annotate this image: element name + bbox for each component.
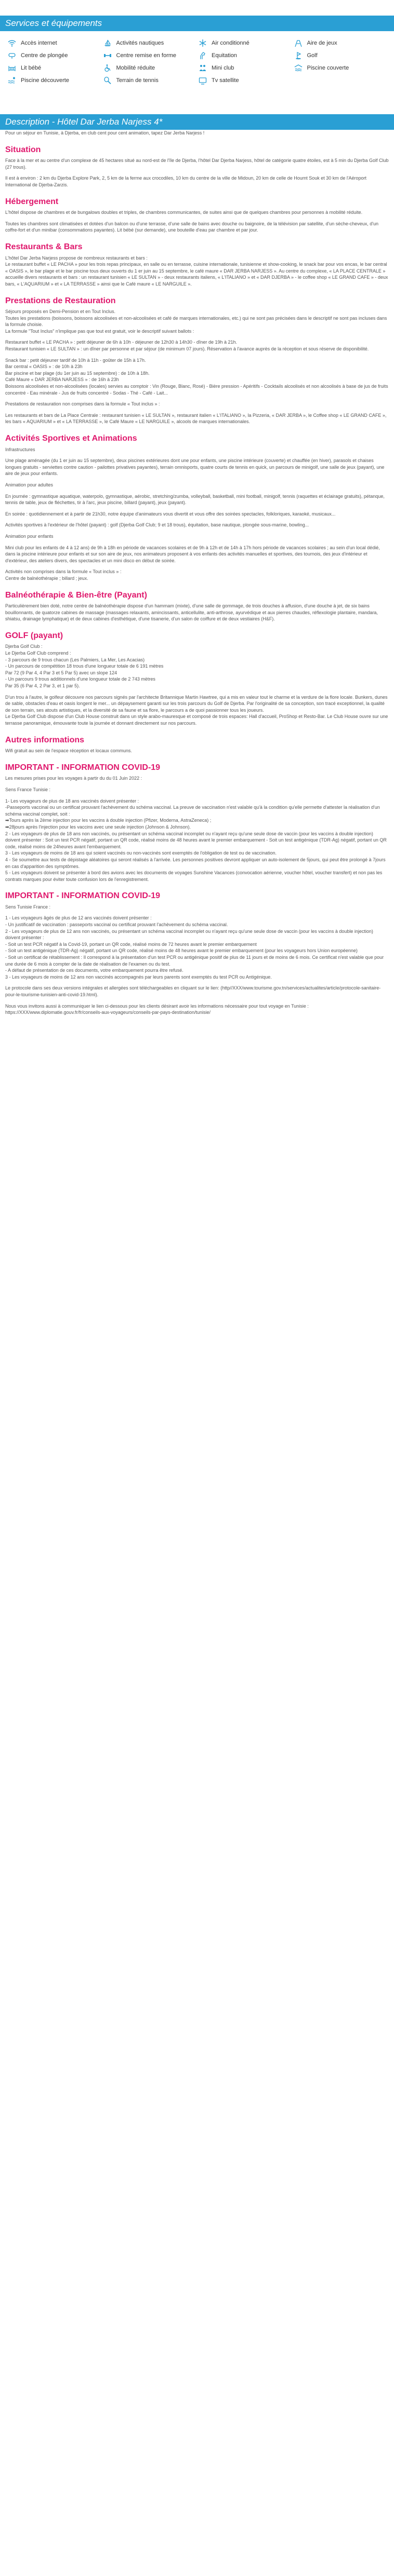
section-paragraph: Le protocole dans ses deux versions intégrales et allergées sont téléchargeables en cliquant sur le lien: (http//XXX/www.tourisme.gov.tn/services/actualites/article/protocole-sanitaire-pour-le-tourisme-tunisien-anti-covid-19.html).: [5, 985, 381, 997]
amenity-item: [103, 63, 199, 73]
section-heading: Balnéothérapie & Bien-être (Payant): [5, 590, 147, 600]
playground-icon: [294, 38, 303, 48]
section-paragraph: L'hôtel Dar Jerba Narjess propose de nombreux restaurants et bars : Le restaurant buffet « LE PACHA » pour les trois repas principaux, en salle ou en terrasse, cuisine internationale, tunisienne et show-cooking, le snack bar pour vos encas, le bar central « OASIS », le bar plage et le bar piscine tous deux ouverts du 1 er juin au 15 septembre, le café maure « DAR JERBA NARJESS ». Au centre du complexe, « LA PLACE CENTRALE » accueille divers restaurants et bars : un restaurant tunisien « LE SULTAN » - deux restaurants italiens, « L'ITALIANO » et « DAR DJERBA » - le coffee shop « LE GRAND CAFE » - deux bars, « L'AQUARIUM » et « LA TERRASSE » ainsi que le Café maure « LE NARGUILE ».: [5, 255, 388, 287]
section-heading: Restaurants & Bars: [5, 242, 83, 251]
section-heading: Hébergement: [5, 197, 59, 206]
description-banner: [0, 114, 394, 130]
amenity-item: [294, 63, 389, 73]
wifi-icon: [7, 38, 17, 48]
tennis-icon: [103, 76, 112, 85]
section-paragraph: Animation pour enfants: [5, 533, 54, 539]
amenity-label: Aire de jeux: [307, 40, 337, 46]
amenity-item: [294, 38, 389, 48]
section-heading: GOLF (payant): [5, 631, 63, 640]
amenity-label: Tv satellite: [212, 77, 239, 84]
section-paragraph: Activités non comprises dans la formule « Tout inclus » : Centre de balnéothérapie ; billard ; jeux.: [5, 569, 122, 581]
sailboat-icon: [103, 38, 112, 48]
section-paragraph: Djerba Golf Club : Le Djerba Golf Club comprend : - 3 parcours de 9 trous chacun (Les Palmiers, La Mer, Les Acacias) - Un parcours de compétition 18 trous d'une longueur totale de 6 191 mètres Par 72 (9 Par 4, 4 Par 3 et 5 Par 5) avec un slope 124 - Un parcours 9 trous additionnels d'une longueur totale de 2 743 mètres Par 35 (6 Par 4, 2 Par 3, et 1 par 5).: [5, 644, 164, 689]
section-heading: Autres informations: [5, 735, 85, 744]
snowflake-icon: [198, 38, 207, 48]
section-paragraph: Face à la mer et au centre d'un complexe de 45 hectares situé au nord-est de l'île de Djerba, l'hôtel Dar Djerba Narjess, hôtel de catégorie quatre étoiles, est à 5 min du Djerba Golf Club (27 trous).: [5, 158, 389, 170]
golf-icon: [294, 51, 303, 60]
amenity-label: Equitation: [212, 52, 237, 59]
description-content: [0, 130, 394, 1016]
section-heading: Prestations de Restauration: [5, 296, 116, 305]
amenity-item: [7, 51, 103, 60]
amenity-item: [103, 38, 199, 48]
section-paragraph: Prestations de restauration non comprises dans la formule « Tout inclus » :: [5, 401, 160, 407]
section-paragraph: Les mesures prises pour les voyages à partir du du 01 Juin 2022 :: [5, 776, 142, 781]
amenities-grid: [0, 31, 394, 90]
amenity-item: [294, 51, 389, 60]
section-heading: IMPORTANT - INFORMATION COVID-19: [5, 891, 161, 901]
section-paragraph: Une plage aménagée (du 1 er juin au 15 septembre), deux piscines extérieures dont une pour enfants, une piscine intérieure (couverte) et chauffée (en hiver), parasols et chaises longues gratuits - serviettes contre caution - pailottes privatives payantes), terrain omnisports, quatre courts de tennis en quick, un parcours de minigolf, une salle de jeux (payant), une aire de jeux pour enfants.: [5, 458, 385, 477]
amenity-label: Lit bébé: [21, 65, 42, 71]
amenity-item: [198, 51, 294, 60]
section-heading: Situation: [5, 145, 41, 154]
section-paragraph: Mini club pour les enfants de 4 à 12 ans) de 9h à 18h en période de vacances scolaires et de 9h à 12h et de 14h à 17h hors période de vacances scolaires ; au sein d'un local dédié, dans la piscine intérieure pour enfants et sur son aire de jeux, nos animateurs proposent à vos enfants des activités manuelles et sportives, des tournois, des jeux d'intérieur et d'extérieur, des ateliers divers, des spectacles et un mini disco en début de soirée.: [5, 545, 380, 563]
section-heading: IMPORTANT - INFORMATION COVID-19: [5, 763, 161, 772]
section-paragraph: Sens Tunisie France :: [5, 904, 51, 910]
description-title: Description - Hôtel Dar Jerba Narjess 4*: [5, 117, 163, 127]
page: [0, 16, 394, 1016]
amenity-label: Piscine découverte: [21, 77, 69, 84]
amenity-label: Mobilité réduite: [116, 65, 155, 71]
section-paragraph: Animation pour adultes: [5, 482, 54, 487]
amenity-label: Centre remise en forme: [116, 52, 177, 59]
intro-text: Pour un séjour en Tunisie, à Djerba, en club cent pour cent animation, tapez Dar Jerba Narjess !: [5, 130, 205, 135]
amenity-item: [7, 76, 103, 85]
horse-icon: [198, 51, 207, 60]
amenity-label: Piscine couverte: [307, 65, 349, 71]
amenity-label: Terrain de tennis: [116, 77, 159, 84]
section-heading: Activités Sportives et Animations: [5, 434, 137, 443]
amenity-label: Air conditionné: [212, 40, 249, 46]
amenity-label: Mini club: [212, 65, 234, 71]
kids-club-icon: [198, 63, 207, 73]
section-paragraph: Il est à environ : 2 km du Djerba Explore Park, 2, 5 km de la ferme aux crocodiles, 10 km du centre de la ville de Midoun, 20 km de celle de Houmt Souk et 30 km de l'Aéroport International de Djerba-Zarzis.: [5, 175, 367, 187]
amenity-item: [198, 76, 294, 85]
section-paragraph: Snack bar : petit déjeuner tardif de 10h à 11h - goûter de 15h à 17h. Bar central « OASIS » : de 10h à 23h Bar piscine et bar plage (du 1er juin au 15 septembre) : de 10h à 18h. Café Maure « DAR JERBA NARJESS » : de 16h à 23h Boissons alcoolisées et non-alcoolisées (locales) servies au comptoir : Vin (Rouge, Blanc, Rosé) - Bière pression - Apéritifs - Cocktails alcoolisés et non alcoolisés à base de jus de fruits concentré - Eau minérale - Jus de fruits concentré - Sodas - Thé - Café - Lait...: [5, 357, 388, 396]
section-paragraph: Infrastructures: [5, 446, 35, 452]
amenity-item: [103, 51, 199, 60]
indoor-pool-icon: [294, 63, 303, 73]
section-paragraph: L'hôtel dispose de chambres et de bungalows doubles et triples, de chambres communicantes, de suites ainsi que de quelques chambres pour personnes à mobilité réduite.: [5, 210, 363, 215]
wheelchair-icon: [103, 63, 112, 73]
section-paragraph: 1 - Les voyageurs âgés de plus de 12 ans vaccinés doivent présenter : - Un justificatif de vaccination : passeports vaccinal ou certificat prouvant l'achèvement du schéma vaccinal. 2 - Les voyageurs de plus de 12 ans non vaccinés, ou présentant un schéma vaccinal incomplet ou n'ayant reçu qu'une seule dose de vaccin (pour les vaccins à double injection) doivent présenter : - Soit un test PCR négatif à la Covid-19, portant un QR code, réalisé moins de 72 heures avant le premier embarquement - Soit un test antigénique (TDR-Ag) négatif, portant un QR code, réalisé moins de 48 heures avant le premier embarquement (pour les voyageurs hors Union européenne) - Soit un certificat de rétablissement : Il correspond à la présentation d'un test PCR ou antigénique positif de plus de 11 jours et de moins de 6 mois. Ce certificat n'est valable que pour une durée de 6 mois à compter de la date de réalisation de l'examen ou du test. - A défaut de présentation de ces documents, votre embarquement pourra être refusé. 3 - Les voyageurs de moins de 12 ans non vaccinés accompagnés par leurs parents sont exemptés du test PCR ou Antigénique.: [5, 915, 384, 980]
section-paragraph: 1- Les voyageurs de plus de 18 ans vaccinés doivent présenter : -Passeports vaccinal ou un certificat prouvant l'achèvement du schéma vaccinal. La preuve de vaccination n'est valable qu'à la condition qu'elle permette d'attester la réalisation d'un schéma vaccinal complet, soit : ➡Tours après la 2ème injection pour les vaccins à double injection (Pfizer, Moderna, AstraZeneca) ; ➡28jours après l'injection pour les vaccins avec une seule injection (Johnson & Johnson). 2 - Les voyageurs de plus de 18 ans non vaccinés, ou présentant un schéma vaccinal incomplet ou n'ayant reçu qu'une seule dose de vaccin (pour les vaccins à double injection) doivent présenter : Soit un test PCR négatif, portant un QR code, réalisé moins de 48 heures avant le premier embarquement - Soit un test antigénique (TDR-Ag) négatif, portant un QR code, réalisé moins de 24heures avant l'embarquement. 3 - Les voyageurs de moins de 18 ans qui soient vaccinés ou non-vaccinés sont exemptés de l'obligation de test ou de vaccination. 4 - Se soumettre aux tests de dépistage aléatoires qui seront réalisés à l'arrivée. Les personnes positives devront appliquer un auto-isolement de 5jours, qui peut être prolongé à 7jours en cas d'apparition des symptômes. 5 - Les voyageurs doivent se présenter à bord des avions avec les documents de voyages Sunshine Vacances (convocation aérienne, voucher hôtel, voucher transfert) et non pas les contrats marques pour éviter toute confusion lors de l'enregistrement.: [5, 798, 387, 882]
section-paragraph: Nous vous invitons aussi à communiquer le lien ci-dessous pour les clients désirant avoir les informations nécessaire pour tout voyage en Tunisie : https://XXX/www.diplomatie.gouv.fr/fr/conseils-aux-voyageurs/conseils-par-pays-destination/tunisie/: [5, 1003, 309, 1015]
services-title: Services et équipements: [5, 18, 102, 28]
section-paragraph: Wifi gratuit au sein de l'espace réception et locaux communs.: [5, 748, 132, 754]
amenity-label: Activités nautiques: [116, 40, 164, 46]
amenity-label: Centre de plongée: [21, 52, 68, 59]
section-paragraph: Particulièrement bien doté, notre centre de balnéothérapie dispose d'un hammam (mixte), d'une salle de gommage, de trois douches à affusion, d'une douche à jet, de six bains bouillonnants, de quatorze cabines de massage (massages relaxants, amincissants, anticellulite, anti-arthrose, ayurvédique et aux pierres chaudes, réflexologie plantaire, mandara, shiatsu, drainage lymphatique) et de deux cabines d'esthétique, d'une tisanerie, d'un salon de coiffure et de deux vestiaires (H&F).: [5, 603, 378, 622]
amenity-label: Golf: [307, 52, 318, 59]
amenity-item: [7, 38, 103, 48]
outdoor-pool-icon: [7, 76, 17, 85]
section-paragraph: Les restaurants et bars de La Place Centrale : restaurant tunisien « LE SULTAN », restaurant italien « L'ITALIANO », la Pizzeria, « DAR JERBA », le Coffee shop « LE GRAND CAFE », les bars « AQUARIUM » et « LA TERRASSE », le Café Maure « LE NARGUILE », alcools de marques internationales.: [5, 412, 387, 425]
section-paragraph: Sens France Tunisie :: [5, 787, 51, 792]
section-paragraph: D'un trou à l'autre, le golfeur découvre nos parcours signés par l'architecte Britannique Martin Hawtree, qui a mis en valeur tout le charme et la verdure de la flore locale. Bunkers, dunes de sable, obstacles d'eau et oasis longent le mer... un dépaysement garanti sur les trois parcours du Golf de Djerba. Par l'originalité de sa conception, son tracé exceptionnel, la qualité de son terrain, ses atouts artistiques, et la diversité de sa faune et sa flore, le parcours a de quoi passionner tous les joueurs. Le Djerba Golf Club dispose d'un Club House construit dans un style arabo-mauresque et composé de trois espaces: Hall d'accueil, ProShop et Resto-Bar. Le Club House ouvre sur une terrasse panoramique, émouvante toute la journée et donnant directement sur nos parcours.: [5, 694, 388, 726]
section-paragraph: Restaurant buffet « LE PACHA » : petit déjeuner de 6h à 10h - déjeuner de 12h30 à 14h30 - dîner de 19h à 21h. Restaurant tunisien « LE SULTAN » : un dîner par personne et par séjour (de minimum 07 jours). Réservation à l'avance auprès de la réception et sous réserve de disponibilité.: [5, 340, 369, 352]
amenity-item: [103, 76, 199, 85]
amenity-item: [198, 63, 294, 73]
section-paragraph: Toutes les chambres sont climatisées et dotées d'un balcon ou d'une terrasse, d'une salle de bains avec douche ou baignoire, de la télévision par satellite, d'un sèche-cheveux, d'un coffre-fort et d'un minibar (consommations payantes). Lit bébé (sur demande), une bouteille d'eau par chambre et par jour.: [5, 221, 379, 233]
section-paragraph: En soirée : quotidiennement et à partir de 21h30, notre équipe d'animateurs vous divertit et vous offre des soirées spectacles, folkloriques, karaoké, musicaux...: [5, 511, 336, 517]
amenity-label: Accès internet: [21, 40, 57, 46]
services-banner: [0, 16, 394, 31]
dumbbell-icon: [103, 51, 112, 60]
section-paragraph: Activités sportives à l'extérieur de l'hôtel (payant) : golf (Djerba Golf Club; 9 et 18 trous), équitation, base nautique, plongée sous-marine, bowling...: [5, 522, 309, 528]
section-paragraph: Séjours proposés en Demi-Pension et en Tout Inclus. Toutes les prestations (boissons, boissons alcoolisées et non-alcoolisées et café de marques internationales, etc.) qui ne sont pas précisées dans le descriptif ne sont pas incluses dans la formule choisie. La formule "Tout Inclus" n'implique pas que tout est gratuit, voir le descriptif suivant ballots :: [5, 309, 387, 334]
crib-icon: [7, 63, 17, 73]
section-paragraph: En journée : gymnastique aquatique, waterpolo, gymnastique, aérobic, stretching/zumba, volleyball, basketball, mini football, minigolf, tennis (raquettes et éclairage gratuits), pétanque, tennis de table, jeux de fléchettes, tir à l'arc, jeux piscine, billard (payant), jeux (payant).: [5, 493, 385, 506]
diving-icon: [7, 51, 17, 60]
amenity-item: [7, 63, 103, 73]
satellite-tv-icon: [198, 76, 207, 85]
amenity-item: [198, 38, 294, 48]
